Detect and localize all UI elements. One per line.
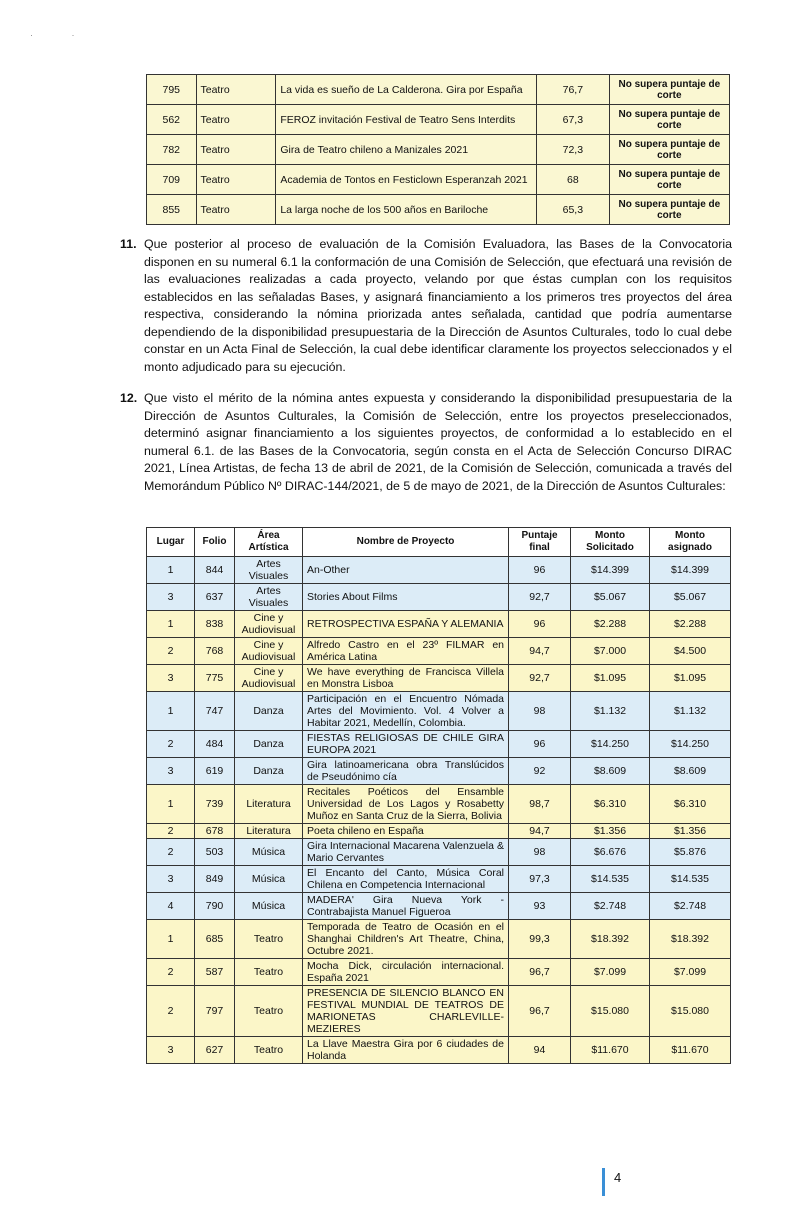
cell-assigned: $14.250 (650, 731, 731, 758)
cell-area: Literatura (235, 824, 303, 839)
table-row (147, 75, 730, 105)
cell-lugar: 2 (147, 731, 195, 758)
cell-area: Cine y Audiovisual (235, 638, 303, 665)
cell-name: Alfredo Castro en el 23º FILMAR en América Latina (303, 638, 509, 665)
cell-folio: 503 (195, 839, 235, 866)
cell-folio: 562 (147, 105, 197, 135)
cell-requested: $7.099 (571, 959, 650, 986)
cell-folio: 739 (195, 785, 235, 824)
cell-lugar: 1 (147, 557, 195, 584)
table-row (147, 758, 731, 785)
cell-lugar: 3 (147, 584, 195, 611)
table-row (147, 557, 731, 584)
paragraph-12 (120, 390, 732, 495)
cell-area: Música (235, 839, 303, 866)
cell-area: Teatro (235, 920, 303, 959)
cell-assigned: $2.748 (650, 893, 731, 920)
cell-folio: 627 (195, 1037, 235, 1064)
cell-folio: 587 (195, 959, 235, 986)
cell-score: 67,3 (536, 105, 609, 135)
cell-requested: $8.609 (571, 758, 650, 785)
cell-result: No supera puntaje de corte (609, 75, 729, 105)
page-number: 4 (614, 1170, 622, 1185)
cell-area: Danza (235, 731, 303, 758)
table-row (147, 195, 730, 225)
paragraph-text: Que visto el mérito de la nómina antes expuesta y considerando la disponibilidad presupuestaria de la Dirección de Asuntos Culturales, la Comisión de Selección, entre los proyectos preseleccionados, determinó asignar financiamiento a los siguientes proyectos, de conformidad a lo establecido en el numeral 6.1. de las Bases de la Convocatoria, según consta en el Acta de Selección Concurso DIRAC 2021, Línea Artistas, de fecha 13 de abril de 2021, de la Comisión de Selección, comunicada a través del Memorándum Público Nº DIRAC-144/2021, de 5 de mayo de 2021, de la Dirección de Asuntos Culturales: (144, 391, 732, 493)
cell-score: 98 (509, 839, 571, 866)
cell-score: 94,7 (509, 824, 571, 839)
cell-folio: 855 (147, 195, 197, 225)
cell-name: El Encanto del Canto, Música Coral Chilena en Competencia Internacional (303, 866, 509, 893)
table-row (147, 105, 730, 135)
table-header-row (147, 528, 731, 557)
cell-lugar: 3 (147, 1037, 195, 1064)
cell-requested: $14.399 (571, 557, 650, 584)
cell-name: Gira latinoamericana obra Translúcidos de Pseudónimo cía (303, 758, 509, 785)
cell-requested: $5.067 (571, 584, 650, 611)
cell-assigned: $1.132 (650, 692, 731, 731)
cell-assigned: $8.609 (650, 758, 731, 785)
cell-score: 68 (536, 165, 609, 195)
cell-assigned: $11.670 (650, 1037, 731, 1064)
cell-name: Mocha Dick, circulación internacional. España 2021 (303, 959, 509, 986)
cell-folio: 797 (195, 986, 235, 1037)
cell-assigned: $1.095 (650, 665, 731, 692)
table-row (147, 1037, 731, 1064)
table-row (147, 165, 730, 195)
cell-requested: $14.250 (571, 731, 650, 758)
table-row (147, 611, 731, 638)
cell-area: Teatro (196, 195, 276, 225)
cell-folio: 838 (195, 611, 235, 638)
cell-lugar: 1 (147, 920, 195, 959)
cell-lugar: 1 (147, 785, 195, 824)
cell-area: Teatro (196, 135, 276, 165)
table-row (147, 638, 731, 665)
table-row (147, 959, 731, 986)
table-row (147, 584, 731, 611)
cell-name: Stories About Films (303, 584, 509, 611)
cell-requested: $7.000 (571, 638, 650, 665)
header-requested: Monto Solicitado (571, 528, 650, 557)
cell-name: FEROZ invitación Festival de Teatro Sens Interdits (276, 105, 537, 135)
cell-score: 98,7 (509, 785, 571, 824)
cell-area: Danza (235, 758, 303, 785)
header-score: Puntaje final (509, 528, 571, 557)
cell-area: Literatura (235, 785, 303, 824)
cell-result: No supera puntaje de corte (609, 135, 729, 165)
cell-area: Teatro (235, 1037, 303, 1064)
table-row (147, 986, 731, 1037)
cell-name: MADERA' Gira Nueva York - Contrabajista Manuel Figueroa (303, 893, 509, 920)
cell-folio: 678 (195, 824, 235, 839)
cell-area: Teatro (196, 75, 276, 105)
cell-lugar: 2 (147, 959, 195, 986)
cell-name: Gira Internacional Macarena Valenzuela & Mario Cervantes (303, 839, 509, 866)
table-row (147, 839, 731, 866)
cell-assigned: $2.288 (650, 611, 731, 638)
cell-name: Recitales Poéticos del Ensamble Universidad de Los Lagos y Rosabetty Muñoz en Santa Cruz de la Sierra, Bolivia (303, 785, 509, 824)
table-row (147, 785, 731, 824)
cell-result: No supera puntaje de corte (609, 105, 729, 135)
cell-area: Cine y Audiovisual (235, 665, 303, 692)
cell-requested: $18.392 (571, 920, 650, 959)
cell-score: 94 (509, 1037, 571, 1064)
header-folio: Folio (195, 528, 235, 557)
cell-score: 96 (509, 611, 571, 638)
cell-area: Teatro (235, 986, 303, 1037)
cell-score: 93 (509, 893, 571, 920)
cell-assigned: $5.876 (650, 839, 731, 866)
cell-lugar: 2 (147, 839, 195, 866)
cell-lugar: 2 (147, 986, 195, 1037)
header-assigned: Monto asignado (650, 528, 731, 557)
cell-folio: 637 (195, 584, 235, 611)
table-row (147, 920, 731, 959)
table-row (147, 893, 731, 920)
cell-lugar: 1 (147, 611, 195, 638)
cell-requested: $2.748 (571, 893, 650, 920)
cell-score: 92 (509, 758, 571, 785)
cell-name: Participación en el Encuentro Nómada Artes del Movimiento. Vol. 4 Volver a Habitar 2021, Medellín, Colombia. (303, 692, 509, 731)
cell-folio: 782 (147, 135, 197, 165)
cell-area: Teatro (235, 959, 303, 986)
cell-assigned: $18.392 (650, 920, 731, 959)
cell-folio: 844 (195, 557, 235, 584)
evaluation-results-table (146, 74, 730, 225)
cell-folio: 484 (195, 731, 235, 758)
cell-requested: $1.356 (571, 824, 650, 839)
cell-requested: $1.095 (571, 665, 650, 692)
cell-requested: $11.670 (571, 1037, 650, 1064)
cell-score: 98 (509, 692, 571, 731)
table-row (147, 135, 730, 165)
cell-assigned: $15.080 (650, 986, 731, 1037)
paragraph-11 (120, 236, 732, 376)
cell-name: RETROSPECTIVA ESPAÑA Y ALEMANIA (303, 611, 509, 638)
selected-projects-table (146, 527, 731, 1064)
cell-name: FIESTAS RELIGIOSAS DE CHILE GIRA EUROPA 2021 (303, 731, 509, 758)
cell-name: La larga noche de los 500 años en Bariloche (276, 195, 537, 225)
header-area: Área Artística (235, 528, 303, 557)
cell-lugar: 2 (147, 638, 195, 665)
cell-name: PRESENCIA DE SILENCIO BLANCO EN FESTIVAL MUNDIAL DE TEATROS DE MARIONETAS CHARLEVILLE-MEZIERES (303, 986, 509, 1037)
cell-folio: 795 (147, 75, 197, 105)
header-lugar: Lugar (147, 528, 195, 557)
cell-result: No supera puntaje de corte (609, 165, 729, 195)
cell-requested: $15.080 (571, 986, 650, 1037)
cell-folio: 849 (195, 866, 235, 893)
cell-folio: 619 (195, 758, 235, 785)
cell-score: 76,7 (536, 75, 609, 105)
page-number-bar (602, 1168, 605, 1196)
cell-lugar: 3 (147, 758, 195, 785)
cell-score: 96 (509, 731, 571, 758)
cell-score: 96,7 (509, 959, 571, 986)
cell-lugar: 4 (147, 893, 195, 920)
cell-folio: 790 (195, 893, 235, 920)
cell-name: An-Other (303, 557, 509, 584)
cell-requested: $6.310 (571, 785, 650, 824)
cell-score: 65,3 (536, 195, 609, 225)
scan-marks: · · (30, 30, 93, 40)
cell-area: Teatro (196, 165, 276, 195)
cell-score: 72,3 (536, 135, 609, 165)
table-row (147, 824, 731, 839)
cell-lugar: 3 (147, 665, 195, 692)
cell-name: Academia de Tontos en Festiclown Esperanzah 2021 (276, 165, 537, 195)
cell-name: Poeta chileno en España (303, 824, 509, 839)
cell-area: Cine y Audiovisual (235, 611, 303, 638)
cell-assigned: $7.099 (650, 959, 731, 986)
cell-assigned: $14.399 (650, 557, 731, 584)
cell-area: Música (235, 866, 303, 893)
cell-score: 92,7 (509, 665, 571, 692)
cell-name: Temporada de Teatro de Ocasión en el Shanghai Children's Art Theatre, China, Octubre 2021. (303, 920, 509, 959)
cell-folio: 775 (195, 665, 235, 692)
header-name: Nombre de Proyecto (303, 528, 509, 557)
table-row (147, 866, 731, 893)
cell-requested: $6.676 (571, 839, 650, 866)
paragraph-number: 11. (120, 237, 137, 251)
cell-assigned: $4.500 (650, 638, 731, 665)
cell-area: Teatro (196, 105, 276, 135)
cell-score: 92,7 (509, 584, 571, 611)
cell-requested: $2.288 (571, 611, 650, 638)
table-row (147, 731, 731, 758)
paragraph-number: 12. (120, 391, 138, 405)
paragraph-text: Que posterior al proceso de evaluación de la Comisión Evaluadora, las Bases de la Convocatoria disponen en su numeral 6.1 la conformación de una Comisión de Selección, que efectuará una revisión de las evaluaciones realizadas a cada proyecto, velando por que éstas cumplan con los requisitos establecidos en las señaladas Bases, y asignará financiamiento a los primeros tres proyectos del área respectiva, considerando la nómina priorizada antes señalada, cantidad que podría aumentarse dependiendo de la disponibilidad presupuestaria de la Dirección de Asuntos Culturales, todo lo cual debe constar en un Acta Final de Selección, la cual debe identificar claramente los proyectos seleccionados y el monto adjudicado para su ejecución. (144, 237, 732, 374)
cell-assigned: $6.310 (650, 785, 731, 824)
cell-name: We have everything de Francisca Villela en Monstra Lisboa (303, 665, 509, 692)
cell-lugar: 1 (147, 692, 195, 731)
cell-folio: 747 (195, 692, 235, 731)
cell-score: 96,7 (509, 986, 571, 1037)
cell-assigned: $14.535 (650, 866, 731, 893)
cell-score: 97,3 (509, 866, 571, 893)
table-row (147, 692, 731, 731)
cell-area: Artes Visuales (235, 584, 303, 611)
cell-name: Gira de Teatro chileno a Manizales 2021 (276, 135, 537, 165)
cell-requested: $1.132 (571, 692, 650, 731)
cell-name: La vida es sueño de La Calderona. Gira por España (276, 75, 537, 105)
table-row (147, 665, 731, 692)
cell-requested: $14.535 (571, 866, 650, 893)
cell-folio: 685 (195, 920, 235, 959)
cell-name: La Llave Maestra Gira por 6 ciudades de Holanda (303, 1037, 509, 1064)
cell-assigned: $5.067 (650, 584, 731, 611)
cell-folio: 709 (147, 165, 197, 195)
cell-lugar: 3 (147, 866, 195, 893)
cell-area: Danza (235, 692, 303, 731)
cell-folio: 768 (195, 638, 235, 665)
cell-score: 94,7 (509, 638, 571, 665)
cell-lugar: 2 (147, 824, 195, 839)
cell-assigned: $1.356 (650, 824, 731, 839)
cell-score: 99,3 (509, 920, 571, 959)
cell-score: 96 (509, 557, 571, 584)
cell-area: Artes Visuales (235, 557, 303, 584)
cell-area: Música (235, 893, 303, 920)
cell-result: No supera puntaje de corte (609, 195, 729, 225)
